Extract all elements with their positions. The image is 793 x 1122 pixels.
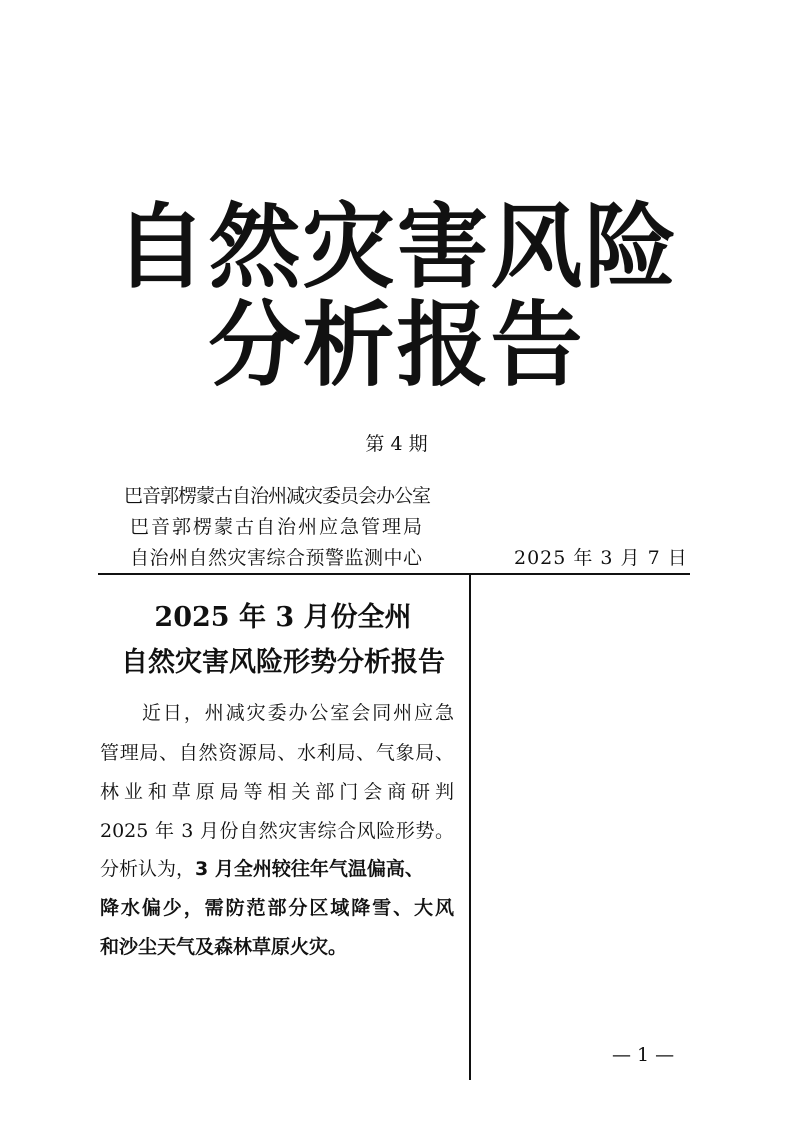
paragraph-line: 和沙尘天气及森林草原火灾。	[100, 936, 348, 958]
cover-title-line2: 分析报告	[208, 292, 585, 399]
paragraph-line: 2025 年 3 月份自然灾害综合风险形势。	[100, 820, 454, 842]
paragraph-line: 管理局、自然资源局、水利局、气象局、	[100, 742, 454, 764]
paragraph-line: 林业和草原局等相关部门会商研判	[100, 781, 454, 803]
issuer-line: 巴音郭楞蒙古自治州减灾委员会办公室	[124, 485, 431, 507]
issue-number: 第 4 期	[365, 433, 428, 455]
issue-date: 2025 年 3 月 7 日	[514, 547, 688, 569]
paragraph-line	[100, 857, 454, 881]
horizontal-divider	[98, 573, 690, 575]
report-title-line1: 2025 年 3 月份全州	[154, 602, 412, 633]
issuer-line: 巴音郭楞蒙古自治州应急管理局	[130, 516, 425, 538]
report-title-line2: 自然灾害风险形势分析报告	[121, 647, 445, 678]
cover-title-line1: 自然灾害风险	[114, 194, 679, 301]
paragraph-line: 近日，州减灾委办公室会同州应急	[142, 702, 454, 724]
paragraph-text-normal: 分析认为，	[100, 858, 196, 880]
vertical-divider	[469, 574, 471, 1080]
paragraph-text-bold: 3 月全州较往年气温偏高、	[195, 858, 424, 880]
issuer-line: 自治州自然灾害综合预警监测中心	[130, 547, 423, 569]
paragraph-line: 降水偏少，需防范部分区域降雪、大风	[100, 897, 454, 919]
page-number: — 1 —	[612, 1044, 675, 1066]
